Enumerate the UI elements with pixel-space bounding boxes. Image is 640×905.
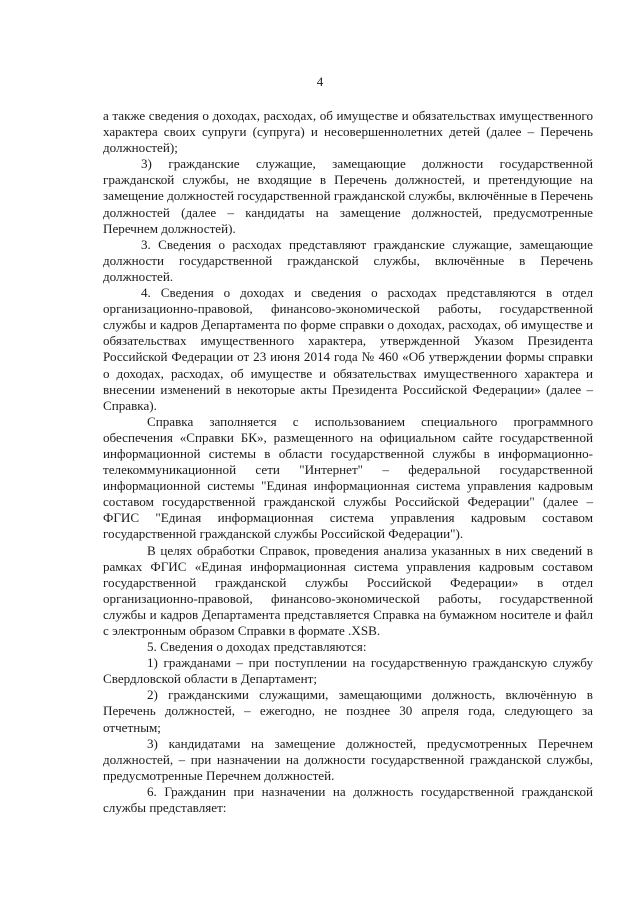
paragraph-6-appointment: 6. Гражданин при назначении на должность государственной гражданской службы представляет:: [103, 783, 593, 816]
paragraph-processing: В целях обработки Справок, проведения анализа указанных в них сведений в рамках ФГИС «Единая информационная система управления кадровым составом государственной гражданской службы Российской Федерации» в отдел организационно-правовой, финансово-экономической работы, государственной службы и кадров Департамента представляется Справка на бумажном носителе и файл с электронным образом Справки в формате .XSB.: [103, 542, 593, 638]
paragraph-item-3-candidates: 3) гражданские служащие, замещающие должности государственной гражданской службы, не входящие в Перечень должностей, и претендующие на замещение должностей государственной гражданской службы, включённые в Перечень должностей (далее – кандидаты на замещение должностей, предусмотренные Перечнем должностей).: [103, 156, 593, 236]
paragraph-3-expenses: 3. Сведения о расходах представляют гражданские служащие, замещающие должности государственной гражданской службы, включённые в Перечень должностей.: [103, 236, 593, 284]
paragraph-4-submission: 4. Сведения о доходах и сведения о расходах представляются в отдел организационно-правовой, финансово-экономической работы, государственной службы и кадров Департамента по форме справки о доходах, расходах, об имуществе и обязательствах имущественного характера, утвержденной Указом Президента Российской Федерации от 23 июня 2014 года № 460 «Об утверждении формы справки о доходах, расходах, об имуществе и обязательствах имущественного характера и внесении изменений в некоторые акты Президента Российской Федерации» (далее – Справка).: [103, 285, 593, 413]
paragraph-5-income: 5. Сведения о доходах представляются:: [147, 639, 367, 655]
paragraph-software: Справка заполняется с использованием специального программного обеспечения «Справки БК», размещенного на официальном сайте государственной информационной системы в области государственной службы в информационно-телекоммуникационной сети "Интернет" – федеральной государственной информационной системы "Единая информационная система управления кадровым составом государственной гражданской службы Российской Федерации" (далее – ФГИС "Единая информационная система управления кадровым составом государственной гражданской службы Российской Федерации").: [103, 413, 593, 542]
paragraph-5-item-3: 3) кандидатами на замещение должностей, предусмотренных Перечнем должностей, – при назначении на должности государственной гражданской службы, предусмотренные Перечнем должностей.: [103, 735, 593, 783]
paragraph-5-item-2: 2) гражданскими служащими, замещающими должность, включённую в Перечень должностей, – ежегодно, не позднее 30 апреля года, следующего за отчетным;: [103, 687, 593, 735]
document-body: [103, 108, 593, 816]
paragraph-list-continuation: а также сведения о доходах, расходах, об имуществе и обязательствах имущественного характера своих супруги (супруга) и несовершеннолетних детей (далее – Перечень должностей);: [103, 108, 593, 156]
paragraph-5-item-1: 1) гражданами – при поступлении на государственную гражданскую службу Свердловской области в Департамент;: [103, 655, 593, 687]
page-number: 4: [316, 74, 324, 89]
